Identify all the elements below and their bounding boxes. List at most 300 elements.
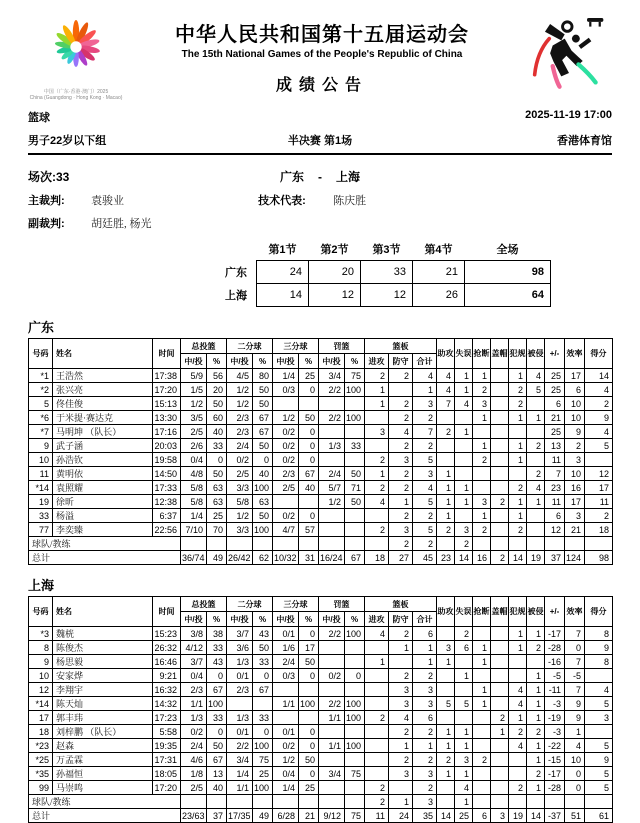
stat-cell: 0 bbox=[299, 383, 319, 397]
col-ft: 罚篮 bbox=[319, 597, 365, 612]
stat-cell: 2 bbox=[437, 425, 455, 439]
stat-cell bbox=[365, 767, 389, 781]
stat-cell: 40 bbox=[299, 481, 319, 495]
stat-cell: 1/2 bbox=[273, 411, 299, 425]
col-assists: 助攻 bbox=[437, 597, 455, 627]
stat-cell: 3/3 bbox=[227, 481, 253, 495]
stat-cell: 8 bbox=[585, 655, 613, 669]
stat-cell: 33 bbox=[29, 509, 53, 523]
stat-cell: 14 bbox=[585, 369, 613, 383]
home-team: 广东 bbox=[279, 170, 304, 184]
stat-cell: 6 bbox=[455, 641, 473, 655]
stat-cell bbox=[585, 669, 613, 683]
stat-cell: 武子涵 bbox=[53, 439, 153, 453]
shanghai-stats-table bbox=[28, 596, 613, 823]
stat-cell bbox=[345, 453, 365, 467]
venue-label: 香港体育馆 bbox=[557, 135, 612, 147]
stat-cell bbox=[491, 383, 509, 397]
stat-cell bbox=[253, 795, 273, 809]
stat-cell: 14 bbox=[437, 809, 455, 823]
stat-cell: 7 bbox=[545, 467, 565, 481]
stat-cell: 0/3 bbox=[273, 383, 299, 397]
player-row bbox=[29, 509, 613, 523]
stat-cell: 5 bbox=[585, 439, 613, 453]
stat-cell: 0/1 bbox=[227, 725, 253, 739]
stat-cell: 100 bbox=[345, 383, 365, 397]
stat-cell: 75 bbox=[345, 809, 365, 823]
stat-cell: 1/1 bbox=[227, 781, 253, 795]
stat-cell bbox=[473, 627, 491, 641]
stat-cell: 2 bbox=[389, 627, 413, 641]
stat-cell: 17 bbox=[585, 481, 613, 495]
stat-cell bbox=[473, 481, 491, 495]
stat-cell: 0/2 bbox=[181, 725, 207, 739]
stat-cell: 2 bbox=[509, 397, 527, 411]
stat-cell bbox=[365, 537, 389, 551]
stat-cell: 2 bbox=[473, 453, 491, 467]
stat-cell bbox=[345, 641, 365, 655]
technical-delegate-name: 陈庆胜 bbox=[333, 195, 367, 207]
stat-cell: 0/4 bbox=[273, 767, 299, 781]
officials-line-1 bbox=[28, 192, 612, 206]
stat-cell: 63 bbox=[207, 481, 227, 495]
stat-cell bbox=[319, 683, 345, 697]
col-blocks: 盖帽 bbox=[491, 339, 509, 369]
stat-cell: 1 bbox=[527, 697, 545, 711]
stat-cell: 1/3 bbox=[227, 711, 253, 725]
stat-cell: 2/4 bbox=[319, 467, 345, 481]
col-made-att: 中/投 bbox=[319, 354, 345, 369]
stat-cell: 7/10 bbox=[181, 523, 207, 537]
stat-cell: 8 bbox=[29, 641, 53, 655]
col-made-att: 中/投 bbox=[273, 354, 299, 369]
guangdong-rows bbox=[29, 369, 613, 565]
guangdong-stats-table bbox=[28, 338, 613, 565]
stat-cell: *7 bbox=[29, 425, 53, 439]
stat-cell bbox=[345, 425, 365, 439]
stat-cell: 2/3 bbox=[227, 425, 253, 439]
stat-cell: 5 bbox=[585, 767, 613, 781]
stat-cell: 3/4 bbox=[227, 753, 253, 767]
stat-cell: 11 bbox=[585, 495, 613, 509]
player-row bbox=[29, 711, 613, 725]
stat-cell: 3 bbox=[565, 453, 585, 467]
stat-cell: 2 bbox=[473, 523, 491, 537]
stat-cell: 2 bbox=[585, 509, 613, 523]
stat-cell bbox=[345, 397, 365, 411]
stat-cell: 1 bbox=[437, 767, 455, 781]
stat-cell bbox=[345, 683, 365, 697]
stat-cell: 2 bbox=[527, 467, 545, 481]
stat-cell bbox=[455, 655, 473, 669]
col-turnovers: 失误 bbox=[455, 339, 473, 369]
stat-cell: 1 bbox=[509, 641, 527, 655]
stat-cell bbox=[473, 781, 491, 795]
stat-cell: 3 bbox=[491, 809, 509, 823]
stat-cell bbox=[365, 683, 389, 697]
stat-cell bbox=[345, 781, 365, 795]
stat-cell: 4/8 bbox=[181, 467, 207, 481]
col-ft: 罚篮 bbox=[319, 339, 365, 354]
stat-cell: 67 bbox=[253, 683, 273, 697]
stat-cell bbox=[527, 425, 545, 439]
stat-cell: 67 bbox=[345, 551, 365, 565]
stat-cell: 1 bbox=[473, 641, 491, 655]
stat-cell: 2 bbox=[473, 753, 491, 767]
stat-cell bbox=[227, 795, 253, 809]
stat-cell: 2 bbox=[365, 711, 389, 725]
stat-cell bbox=[345, 725, 365, 739]
stat-cell: 16:46 bbox=[153, 655, 181, 669]
col-def-reb: 防守 bbox=[389, 612, 413, 627]
stat-cell bbox=[491, 481, 509, 495]
stat-cell bbox=[491, 397, 509, 411]
stat-cell: -3 bbox=[545, 725, 565, 739]
stat-cell: 1 bbox=[473, 509, 491, 523]
stat-cell: 总计 bbox=[29, 551, 181, 565]
officials-line-2 bbox=[28, 215, 612, 229]
stat-cell bbox=[273, 683, 299, 697]
stat-cell: 1 bbox=[473, 697, 491, 711]
stat-cell bbox=[299, 711, 319, 725]
total-row bbox=[29, 551, 613, 565]
stat-cell: 50 bbox=[345, 495, 365, 509]
stat-cell: 9 bbox=[29, 439, 53, 453]
stat-cell bbox=[509, 767, 527, 781]
stat-cell bbox=[437, 537, 455, 551]
stat-cell: 3 bbox=[413, 683, 437, 697]
stat-cell bbox=[491, 767, 509, 781]
stat-cell: 17 bbox=[565, 495, 585, 509]
stat-cell: 2/3 bbox=[273, 467, 299, 481]
player-row bbox=[29, 481, 613, 495]
stat-cell: 10 bbox=[29, 669, 53, 683]
stat-cell: 0 bbox=[299, 509, 319, 523]
stat-cell: 3/8 bbox=[181, 627, 207, 641]
event-title-en: The 15th National Games of the People's Republic of China bbox=[181, 49, 463, 60]
stat-cell: 24 bbox=[389, 809, 413, 823]
stat-cell: 2 bbox=[389, 753, 413, 767]
stat-cell: 2 bbox=[389, 481, 413, 495]
stat-cell: 2/2 bbox=[227, 739, 253, 753]
stat-cell bbox=[473, 669, 491, 683]
stat-cell: 57 bbox=[299, 523, 319, 537]
stat-cell: 11 bbox=[365, 809, 389, 823]
stat-cell: 李奕臻 bbox=[53, 523, 153, 537]
stat-cell: 14 bbox=[455, 551, 473, 565]
col-points: 得分 bbox=[585, 339, 613, 369]
stat-cell: 9 bbox=[565, 425, 585, 439]
basketball-pictogram-icon bbox=[526, 12, 612, 91]
stat-cell: 1 bbox=[437, 655, 455, 669]
stat-cell: 1 bbox=[509, 627, 527, 641]
away-team-label: 上海 bbox=[225, 290, 247, 302]
stat-cell: 1 bbox=[413, 383, 437, 397]
stat-cell: -15 bbox=[545, 753, 565, 767]
stat-cell: 1 bbox=[455, 495, 473, 509]
stat-cell: 1/2 bbox=[181, 397, 207, 411]
stat-cell: 1/3 bbox=[227, 655, 253, 669]
stat-cell: -17 bbox=[545, 767, 565, 781]
stat-cell: 2/6 bbox=[181, 439, 207, 453]
stat-cell: 7 bbox=[565, 683, 585, 697]
stat-cell bbox=[455, 453, 473, 467]
stat-cell: 10 bbox=[565, 467, 585, 481]
stat-cell: 1 bbox=[509, 453, 527, 467]
stat-cell: 1 bbox=[437, 509, 455, 523]
col-3pt: 三分球 bbox=[273, 339, 319, 354]
player-row bbox=[29, 627, 613, 641]
stat-cell: 1 bbox=[389, 795, 413, 809]
stat-cell: 1/2 bbox=[319, 495, 345, 509]
stat-cell: 75 bbox=[345, 369, 365, 383]
col-name: 姓名 bbox=[53, 597, 153, 627]
stat-cell bbox=[491, 641, 509, 655]
stat-cell: 4 bbox=[413, 369, 437, 383]
stat-cell: 1/5 bbox=[181, 383, 207, 397]
stat-cell: 3/7 bbox=[181, 655, 207, 669]
stat-cell bbox=[455, 411, 473, 425]
stat-cell bbox=[207, 537, 227, 551]
stat-cell: 万孟霖 bbox=[53, 753, 153, 767]
col-turnovers: 失误 bbox=[455, 597, 473, 627]
stat-cell: 67 bbox=[207, 683, 227, 697]
stat-cell: 1/2 bbox=[227, 397, 253, 411]
assistant-referee-names: 胡廷胜, 杨光 bbox=[91, 218, 152, 230]
total-row bbox=[29, 809, 613, 823]
stat-cell bbox=[319, 537, 345, 551]
stat-cell: 17 bbox=[565, 369, 585, 383]
stat-cell: 2 bbox=[509, 523, 527, 537]
stat-cell: *14 bbox=[29, 697, 53, 711]
stat-cell: 124 bbox=[565, 551, 585, 565]
stat-cell: 2 bbox=[527, 641, 545, 655]
stat-cell: 70 bbox=[207, 523, 227, 537]
stat-cell bbox=[319, 641, 345, 655]
col-made-att: 中/投 bbox=[181, 354, 207, 369]
stat-cell: 2/2 bbox=[319, 697, 345, 711]
stat-cell: 67 bbox=[207, 753, 227, 767]
stat-cell bbox=[473, 767, 491, 781]
stat-cell: 2 bbox=[413, 669, 437, 683]
stat-cell bbox=[365, 669, 389, 683]
col-name: 姓名 bbox=[53, 339, 153, 369]
stat-cell: 1 bbox=[509, 711, 527, 725]
away-score-row bbox=[200, 284, 551, 307]
stat-cell: 0 bbox=[299, 739, 319, 753]
stat-cell: 5 bbox=[413, 523, 437, 537]
stat-cell bbox=[509, 795, 527, 809]
stat-cell: 袁照耀 bbox=[53, 481, 153, 495]
col-off-reb: 进攻 bbox=[365, 354, 389, 369]
stat-cell: 25 bbox=[299, 781, 319, 795]
stat-cell bbox=[491, 683, 509, 697]
stat-cell: 3 bbox=[413, 795, 437, 809]
col-fg: 总投篮 bbox=[181, 597, 227, 612]
stat-cell: 18 bbox=[585, 523, 613, 537]
stat-cell: 1/1 bbox=[319, 711, 345, 725]
stat-cell: 2 bbox=[413, 411, 437, 425]
stat-cell: 0 bbox=[345, 669, 365, 683]
stat-cell: 10 bbox=[565, 397, 585, 411]
stat-cell: 9/12 bbox=[319, 809, 345, 823]
stat-cell: 31 bbox=[299, 551, 319, 565]
stat-cell: -5 bbox=[565, 669, 585, 683]
player-row bbox=[29, 781, 613, 795]
stat-cell: 11 bbox=[545, 453, 565, 467]
stat-cell bbox=[389, 781, 413, 795]
game-number: 场次:33 bbox=[28, 170, 70, 184]
stat-cell bbox=[491, 795, 509, 809]
stat-cell: 1 bbox=[455, 725, 473, 739]
col-off-reb: 进攻 bbox=[365, 612, 389, 627]
stat-cell: 23 bbox=[545, 481, 565, 495]
stat-cell: 7 bbox=[413, 425, 437, 439]
col-fouls: 犯规 bbox=[509, 339, 527, 369]
stat-cell: 4 bbox=[437, 383, 455, 397]
stat-cell: 5 bbox=[455, 697, 473, 711]
stat-cell bbox=[565, 795, 585, 809]
stat-cell: 3 bbox=[455, 753, 473, 767]
stat-cell: 14 bbox=[527, 809, 545, 823]
stat-cell: 0/2 bbox=[273, 509, 299, 523]
stat-cell: 0 bbox=[299, 627, 319, 641]
q1-header: 第1节 bbox=[268, 244, 297, 256]
logo-caption-en: China (Guangdong · Hong Kong · Macao) bbox=[29, 95, 123, 102]
stat-cell: 100 bbox=[345, 627, 365, 641]
stat-cell: 3 bbox=[389, 697, 413, 711]
stat-cell: 15:23 bbox=[153, 627, 181, 641]
stat-cell: 陈天灿 bbox=[53, 697, 153, 711]
stat-cell: 0/2 bbox=[273, 739, 299, 753]
stat-cell: 25 bbox=[545, 369, 565, 383]
player-row bbox=[29, 739, 613, 753]
col-2pt: 二分球 bbox=[227, 597, 273, 612]
score-cell: 14 bbox=[257, 284, 309, 307]
stat-cell: 2/3 bbox=[227, 683, 253, 697]
stat-cell: 1 bbox=[473, 683, 491, 697]
stat-cell: 7 bbox=[565, 627, 585, 641]
team-name-guangdong: 广东 bbox=[28, 320, 55, 335]
stat-cell: 1 bbox=[491, 725, 509, 739]
stat-cell: 1 bbox=[527, 411, 545, 425]
stat-cell bbox=[299, 683, 319, 697]
stat-cell: 2 bbox=[527, 725, 545, 739]
stat-cell: 33 bbox=[207, 711, 227, 725]
stat-cell: 9 bbox=[565, 711, 585, 725]
stat-cell: 2/5 bbox=[181, 425, 207, 439]
player-row bbox=[29, 523, 613, 537]
stat-cell: *25 bbox=[29, 753, 53, 767]
stat-cell: 16:32 bbox=[153, 683, 181, 697]
stat-cell: 50 bbox=[207, 739, 227, 753]
stat-cell: 0/1 bbox=[273, 627, 299, 641]
stat-cell: 3 bbox=[389, 523, 413, 537]
stat-cell: 1 bbox=[473, 655, 491, 669]
stat-cell bbox=[565, 537, 585, 551]
stat-cell: *2 bbox=[29, 383, 53, 397]
stat-cell bbox=[527, 509, 545, 523]
stat-cell: 7 bbox=[437, 397, 455, 411]
stat-cell: 50 bbox=[253, 439, 273, 453]
stat-cell: 1 bbox=[389, 495, 413, 509]
stats-header bbox=[29, 339, 613, 369]
stat-cell: 4 bbox=[389, 711, 413, 725]
stat-cell: 33 bbox=[207, 641, 227, 655]
stat-cell: 0 bbox=[299, 439, 319, 453]
stat-cell: 1 bbox=[509, 439, 527, 453]
sport-pictogram bbox=[520, 10, 612, 96]
col-steals: 抢断 bbox=[473, 597, 491, 627]
stat-cell: 2 bbox=[437, 753, 455, 767]
player-row bbox=[29, 439, 613, 453]
stat-cell: 10/32 bbox=[274, 552, 297, 563]
stat-cell: 9:21 bbox=[153, 669, 181, 683]
col-pct: % bbox=[253, 354, 273, 369]
stat-cell: 19 bbox=[527, 551, 545, 565]
stat-cell: 0 bbox=[299, 425, 319, 439]
stat-cell: 1 bbox=[437, 725, 455, 739]
matchup bbox=[28, 168, 612, 185]
stat-cell: 5:58 bbox=[153, 725, 181, 739]
total-score-cell: 98 bbox=[465, 261, 551, 284]
games-logo bbox=[28, 10, 124, 102]
stat-cell: 1 bbox=[527, 495, 545, 509]
stat-cell: 62 bbox=[253, 551, 273, 565]
stat-cell bbox=[389, 655, 413, 669]
player-row bbox=[29, 725, 613, 739]
stat-cell: 4 bbox=[455, 397, 473, 411]
stat-cell: 5 bbox=[413, 453, 437, 467]
info-line-2 bbox=[28, 132, 612, 148]
col-efficiency: 效率 bbox=[565, 597, 585, 627]
stat-cell bbox=[545, 795, 565, 809]
stat-cell: 3 bbox=[473, 495, 491, 509]
stat-cell: 2 bbox=[365, 369, 389, 383]
stat-cell bbox=[299, 495, 319, 509]
stat-cell: 17:38 bbox=[153, 369, 181, 383]
stat-cell: 25 bbox=[545, 383, 565, 397]
stat-cell: 45 bbox=[413, 551, 437, 565]
stat-cell: 17:23 bbox=[153, 711, 181, 725]
stat-cell: 0 bbox=[253, 725, 273, 739]
stat-cell bbox=[365, 411, 389, 425]
player-row bbox=[29, 655, 613, 669]
stat-cell: 2 bbox=[473, 383, 491, 397]
stat-cell: 1 bbox=[527, 753, 545, 767]
stat-cell: 马明坤 （队长） bbox=[53, 425, 153, 439]
stat-cell: 2 bbox=[365, 795, 389, 809]
stat-cell: 17:20 bbox=[153, 781, 181, 795]
col-3pt: 三分球 bbox=[273, 597, 319, 612]
q2-header: 第2节 bbox=[320, 244, 349, 256]
stat-cell: *6 bbox=[29, 411, 53, 425]
player-row bbox=[29, 697, 613, 711]
stat-cell bbox=[527, 537, 545, 551]
stat-cell: 5 bbox=[437, 697, 455, 711]
stat-cell bbox=[585, 453, 613, 467]
datetime-label: 2025-11-19 17:00 bbox=[525, 109, 612, 121]
stat-cell bbox=[253, 697, 273, 711]
stat-cell: 50 bbox=[299, 753, 319, 767]
stat-cell: 4 bbox=[527, 481, 545, 495]
stat-cell: 4 bbox=[509, 739, 527, 753]
stat-cell bbox=[491, 425, 509, 439]
stat-cell: 5 bbox=[527, 383, 545, 397]
stat-cell: 2 bbox=[389, 669, 413, 683]
stat-cell: 8 bbox=[585, 627, 613, 641]
stat-cell: 37 bbox=[207, 809, 227, 823]
